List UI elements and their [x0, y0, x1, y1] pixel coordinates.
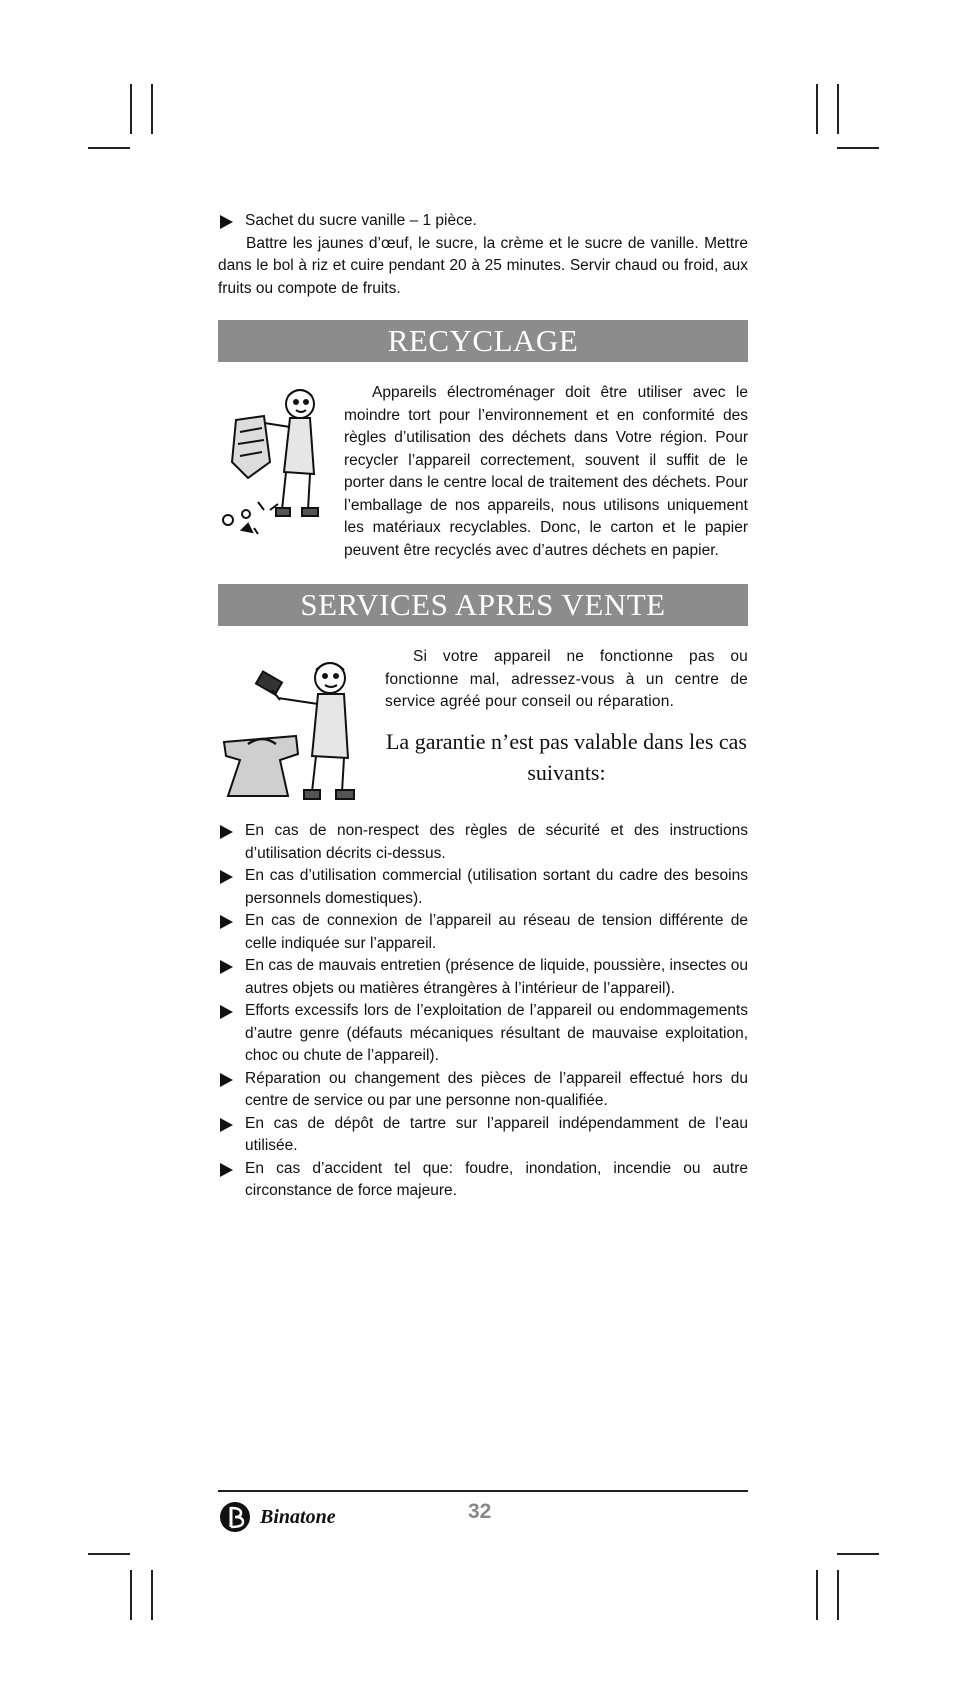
- list-item: [218, 1000, 748, 1068]
- services-section: [218, 646, 748, 808]
- list-item-text: En cas de connexion de l’appareil au réseau de tension différente de celle indiquée sur l’appareil.: [245, 912, 748, 952]
- list-item: [218, 865, 748, 910]
- crop-mark: [130, 84, 132, 134]
- services-heading: [218, 584, 748, 626]
- crop-mark: [816, 84, 818, 134]
- crop-mark: [151, 1570, 153, 1620]
- services-paragraph: Si votre appareil ne fonctionne pas ou fonctionne mal, adressez-vous à un centre de service agréé pour conseil ou réparation.: [385, 648, 748, 710]
- triangle-right-icon: [220, 1005, 233, 1019]
- guarantee-title: La garantie n’est pas valable dans les cas suivants:: [385, 728, 747, 785]
- recyclage-heading: [218, 320, 748, 362]
- triangle-right-icon: [220, 1163, 233, 1177]
- triangle-right-icon: [220, 960, 233, 974]
- triangle-right-icon: [220, 870, 233, 884]
- crop-mark: [88, 1553, 130, 1555]
- footer-divider: [218, 1490, 748, 1492]
- list-item: [218, 955, 748, 1000]
- binatone-logo-icon: [218, 1500, 256, 1534]
- list-item-text: En cas de dépôt de tartre sur l’appareil indépendamment de l’eau utilisée.: [245, 1114, 748, 1154]
- list-item: [218, 910, 748, 955]
- list-item: [218, 1068, 748, 1113]
- list-item: [218, 1113, 748, 1158]
- services-title: SERVICES APRES VENTE: [300, 587, 666, 622]
- list-item: [218, 820, 748, 865]
- triangle-right-icon: [220, 1073, 233, 1087]
- list-item-text: Efforts excessifs lors de l’exploitation de l’appareil ou endommagements d’autre genre (défauts mécaniques résultant de mauvaise exploitation, choc ou chute de l’appareil).: [245, 1002, 748, 1064]
- crop-mark: [130, 1570, 132, 1620]
- recipe-paragraph: Battre les jaunes d’œuf, le sucre, la crème et le sucre de vanille. Mettre dans le bol à riz et cuire pendant 20 à 25 minutes. Servir chaud ou froid, aux fruits ou compote de fruits.: [218, 234, 748, 297]
- guarantee-exclusions-list: [218, 820, 748, 1203]
- triangle-right-icon: [220, 215, 233, 229]
- recyclage-paragraph: Appareils électroménager doit être utiliser avec le moindre tort pour l’environnement et en conformité des règles d’utilisation des déchets dans Votre région. Pour recycler l’appareil correctement, souvent il suffit de le porter dans le centre local de traitement des déchets. Pour l’emballage de nos appareils, nous utilisons uniquement les matériaux recyclables. Donc, le carton et le papier peuvent être recyclés avec d’autres déchets en papier.: [344, 384, 748, 559]
- brand-name: Binatone: [260, 1505, 336, 1528]
- triangle-right-icon: [220, 825, 233, 839]
- crop-mark: [816, 1570, 818, 1620]
- crop-mark: [88, 147, 130, 149]
- list-item: [218, 1158, 748, 1203]
- page-number: 32: [468, 1500, 492, 1523]
- list-item-text: En cas d’accident tel que: foudre, inondation, incendie ou autre circonstance de force majeure.: [245, 1159, 748, 1199]
- recyclage-section: [218, 382, 748, 562]
- crop-mark: [151, 84, 153, 134]
- man-hammer-anvil-illustration: [218, 656, 373, 808]
- man-recycling-bag-illustration: [218, 382, 336, 542]
- triangle-right-icon: [220, 1118, 233, 1132]
- brand-logo: [218, 1500, 336, 1534]
- crop-mark: [837, 1553, 879, 1555]
- crop-mark: [837, 147, 879, 149]
- list-item-text: En cas d’utilisation commercial (utilisation sortant du cadre des besoins personnels domestiques).: [245, 867, 748, 907]
- crop-mark: [837, 84, 839, 134]
- list-item-text: En cas de mauvais entretien (présence de liquide, poussière, insectes ou autres objets ou matières étrangères à l’intérieur de l’appareil).: [245, 957, 748, 997]
- recyclage-title: RECYCLAGE: [387, 323, 579, 358]
- list-item-text: En cas de non-respect des règles de sécurité et des instructions d’utilisation décrits ci-dessus.: [245, 822, 748, 862]
- triangle-right-icon: [220, 915, 233, 929]
- page-content: [218, 210, 748, 1203]
- crop-mark: [837, 1570, 839, 1620]
- ingredient-item: [218, 210, 748, 233]
- ingredient-text: Sachet du sucre vanille – 1 pièce.: [245, 212, 477, 229]
- list-item-text: Réparation ou changement des pièces de l’appareil effectué hors du centre de service ou par une personne non-qualifiée.: [245, 1069, 748, 1109]
